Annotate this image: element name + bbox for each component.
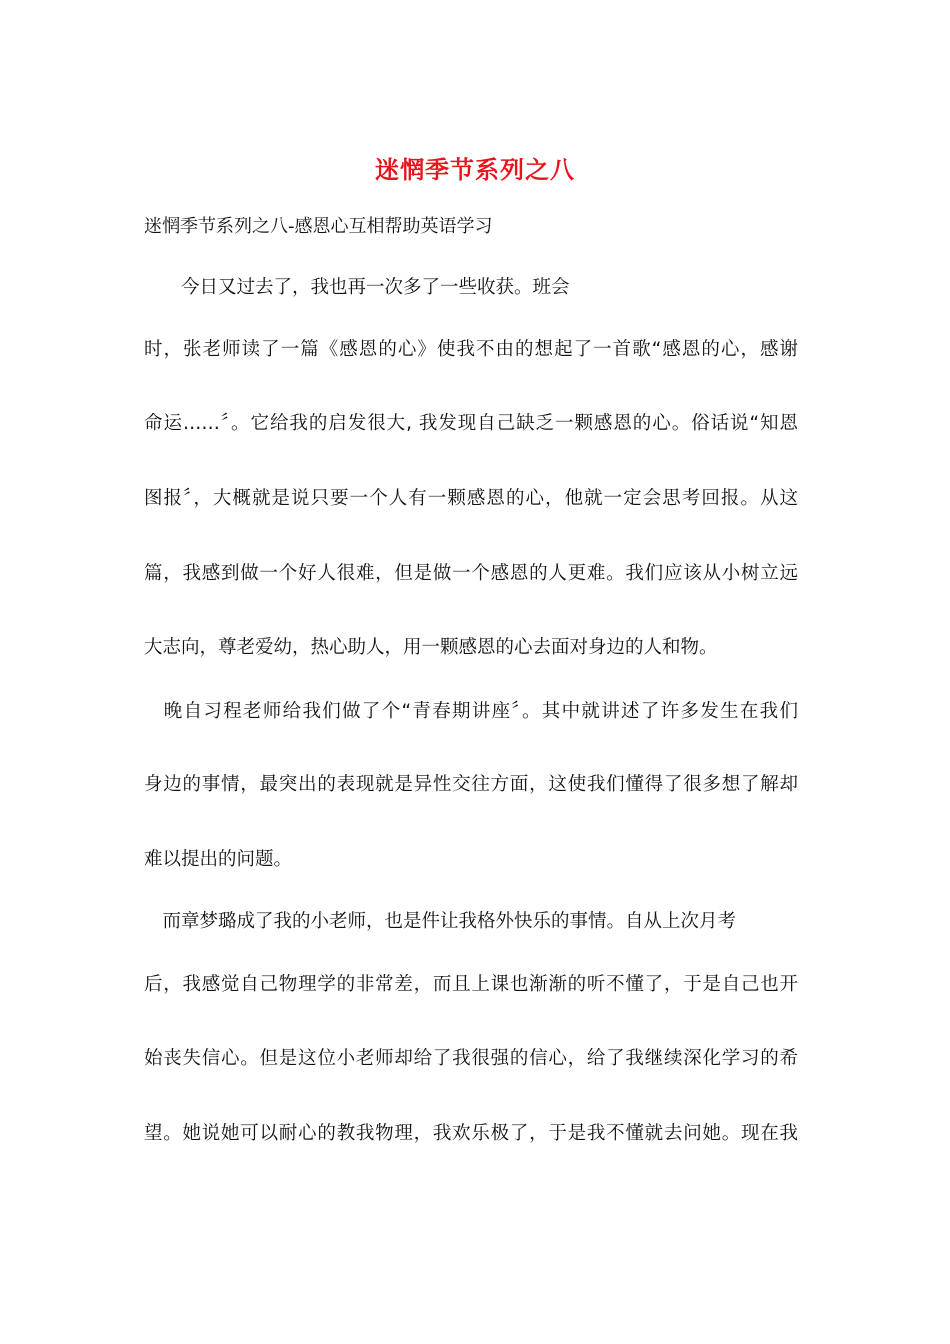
paragraph-line: 晚自习程老师给我们做了个“青春期讲座〞。其中就讲述了许多发生在我们 [144, 701, 798, 722]
paragraph-line: 命运……〞。它给我的启发很大, 我发现自己缺乏一颗感恩的心。俗话说“知恩 [144, 413, 798, 434]
document-title: 迷惘季节系列之八 [375, 155, 575, 184]
document-subtitle: 迷惘季节系列之八-感恩心互相帮助英语学习 [144, 216, 493, 237]
paragraph-line: 篇，我感到做一个好人很难，但是做一个感恩的人更难。我们应该从小树立远 [144, 563, 798, 584]
paragraph-line: 时，张老师读了一篇《感恩的心》使我不由的想起了一首歌“感恩的心，感谢 [144, 339, 798, 360]
paragraph-line: 图报〞，大概就是说只要一个人有一颗感恩的心，他就一定会思考回报。从这 [144, 488, 798, 509]
paragraph-line: 大志向，尊老爱幼，热心助人，用一颗感恩的心去面对身边的人和物。 [144, 637, 718, 658]
paragraph-line: 始丧失信心。但是这位小老师却给了我很强的信心，给了我继续深化学习的希 [144, 1048, 798, 1069]
paragraph-line: 后，我感觉自己物理学的非常差，而且上课也渐渐的听不懂了，于是自己也开 [144, 974, 798, 995]
paragraph-line: 而章梦璐成了我的小老师，也是件让我格外快乐的事情。自从上次月考 [144, 911, 737, 932]
paragraph-line: 难以提出的问题。 [144, 849, 293, 870]
paragraph-line: 望。她说她可以耐心的教我物理，我欢乐极了，于是我不懂就去问她。现在我 [144, 1123, 798, 1144]
paragraph-line: 身边的事情，最突出的表现就是异性交往方面，这使我们懂得了很多想了解却 [144, 774, 798, 795]
paragraph-line: 今日又过去了，我也再一次多了一些收获。班会 [144, 277, 570, 298]
